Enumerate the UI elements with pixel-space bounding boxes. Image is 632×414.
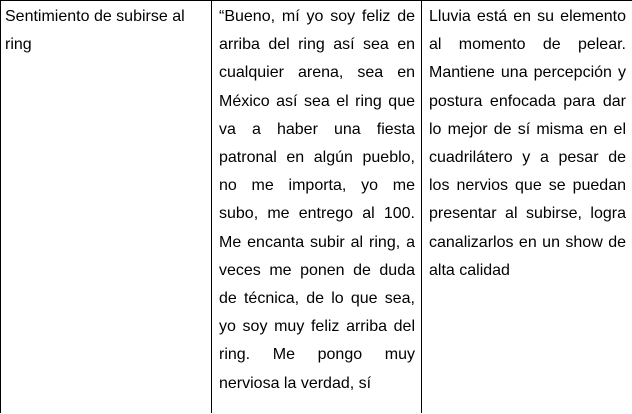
- category-cell: [1, 1, 212, 413]
- quote-text: “Bueno, mí yo soy feliz de arriba del ring así sea en cualquier arena, sea en México así sea el ring que va a haber una fiesta patronal en algún pueblo, no me importa, yo me subo, me entrego al 100. Me encanta subir al ring, a veces me ponen de duda de técnica, de lo que sea, yo soy muy feliz arriba del ring. Me pongo muy nerviosa la verdad, sí: [219, 8, 415, 392]
- quote-cell: [212, 1, 422, 413]
- table-row: [1, 1, 632, 413]
- category-text: Sentimiento de subirse al ring: [5, 8, 185, 54]
- analysis-text: Lluvia está en su elemento al momento de pelear. Mantiene una percepción y postura enfocada para dar lo mejor de sí misma en el cuadrilátero y a pesar de los nervios que se puedan presentar al subirse, logra canalizarlos en un show de alta calidad: [429, 8, 626, 279]
- analysis-cell: [422, 1, 632, 413]
